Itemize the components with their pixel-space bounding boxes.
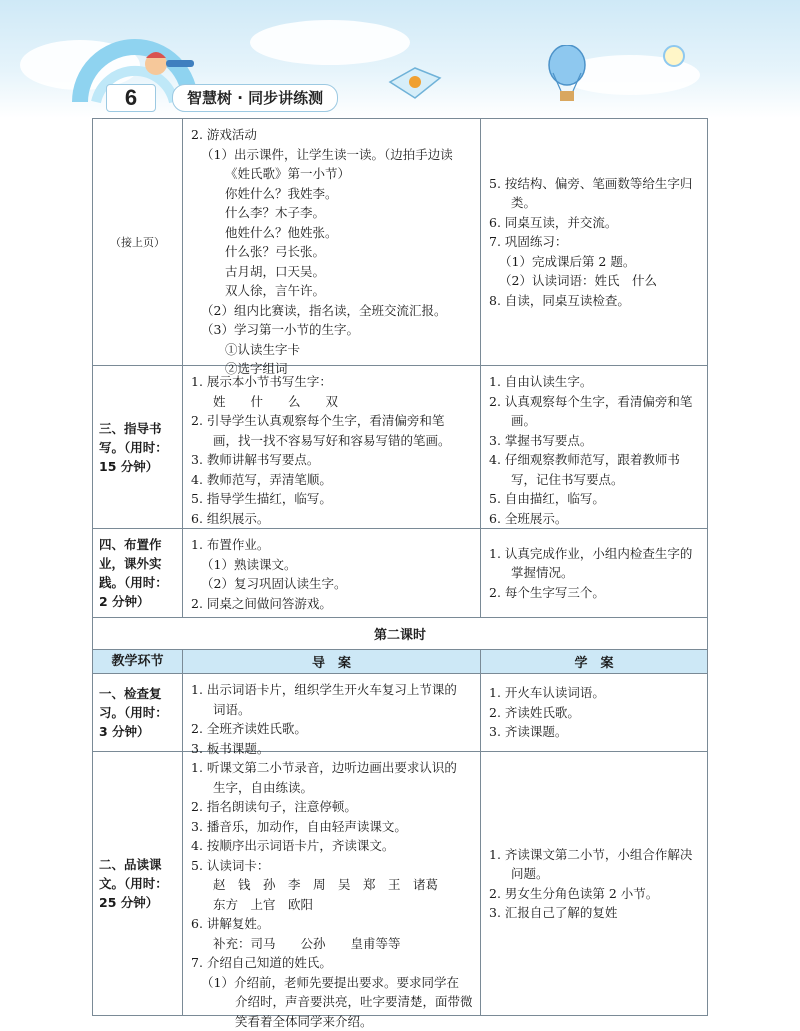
line: （2）复习巩固认读生字。 <box>191 574 474 594</box>
table-row <box>93 366 707 529</box>
line: 2. 每个生字写三个。 <box>489 583 701 603</box>
line: 东方 上官 欧阳 <box>191 895 474 915</box>
line: 3. 齐读课题。 <box>489 722 701 742</box>
page-header <box>0 0 800 118</box>
line: 词语。 <box>191 700 474 720</box>
line: 3. 教师讲解书写要点。 <box>191 450 474 470</box>
line: 掌握情况。 <box>489 563 701 583</box>
table-row <box>93 752 707 1015</box>
series-title: 智慧树 · 同步讲练测 <box>172 84 338 112</box>
line: 画，找一找不容易写好和容易写错的笔画。 <box>191 431 474 451</box>
line: 双人徐，言午许。 <box>191 281 474 301</box>
line: 6. 讲解复姓。 <box>191 914 474 934</box>
line: 《姓氏歌》第一小节） <box>191 164 474 184</box>
line: 生字，自由练读。 <box>191 778 474 798</box>
line: 1. 认真完成作业，小组内检查生字的 <box>489 544 701 564</box>
section-title: 第二课时 <box>93 618 707 650</box>
line: 赵 钱 孙 李 周 吴 郑 王 诸葛 <box>191 875 474 895</box>
stage-cell: 二、品读课文。（用时：25 分钟） <box>93 752 183 1015</box>
study-cell <box>481 366 707 528</box>
line: 他姓什么？他姓张。 <box>191 223 474 243</box>
line: 姓 什 么 双 <box>191 392 474 412</box>
guide-cell <box>183 752 481 1015</box>
line: 6. 组织展示。 <box>191 509 474 529</box>
study-cell <box>481 674 707 751</box>
line: 5. 认读词卡： <box>191 856 474 876</box>
sun-icon <box>656 38 692 74</box>
stage-cell: 三、指导书写。（用时：15 分钟） <box>93 366 183 528</box>
lesson-plan-table <box>92 118 708 1016</box>
line: 8. 自读，同桌互读检查。 <box>489 291 701 311</box>
line: 7. 介绍自己知道的姓氏。 <box>191 953 474 973</box>
line: （2）组内比赛读，指名读，全班交流汇报。 <box>191 301 474 321</box>
page-number: 6 <box>106 84 156 112</box>
hot-air-balloon-icon <box>545 45 589 105</box>
line: （2）认读词语：姓氏 什么 <box>489 271 701 291</box>
line: 1. 出示词语卡片，组织学生开火车复习上节课的 <box>191 680 474 700</box>
study-cell <box>481 752 707 1015</box>
line: 5. 自由描红，临写。 <box>489 489 701 509</box>
table-row <box>93 529 707 618</box>
line: 2. 引导学生认真观察每个生字，看清偏旁和笔 <box>191 411 474 431</box>
line: 2. 指名朗读句子，注意停顿。 <box>191 797 474 817</box>
line: 3. 掌握书写要点。 <box>489 431 701 451</box>
line: 2. 齐读姓氏歌。 <box>489 703 701 723</box>
line: 问题。 <box>489 864 701 884</box>
kite-icon <box>385 60 445 105</box>
line: 3. 播音乐，加动作，自由轻声读课文。 <box>191 817 474 837</box>
line: （1）完成课后第 2 题。 <box>489 252 701 272</box>
line: 2. 游戏活动 <box>191 125 474 145</box>
stage-cell: 四、布置作业，课外实践。（用时：2 分钟） <box>93 529 183 617</box>
line: 1. 自由认读生字。 <box>489 372 701 392</box>
line: 3. 汇报自己了解的复姓 <box>489 903 701 923</box>
line: （3）学习第一小节的生字。 <box>191 320 474 340</box>
guide-cell <box>183 366 481 528</box>
line: 6. 同桌互读，并交流。 <box>489 213 701 233</box>
column-header-row <box>93 650 707 674</box>
line: 你姓什么？我姓李。 <box>191 184 474 204</box>
line: 6. 全班展示。 <box>489 509 701 529</box>
line: 1. 齐读课文第二小节，小组合作解决 <box>489 845 701 865</box>
line: 2. 同桌之间做问答游戏。 <box>191 594 474 614</box>
line: 4. 教师范写，弄清笔顺。 <box>191 470 474 490</box>
line: 2. 男女生分角色读第 2 小节。 <box>489 884 701 904</box>
line: （1）出示课件，让学生读一读。（边拍手边读 <box>191 145 474 165</box>
study-cell <box>481 529 707 617</box>
line: 1. 展示本小节书写生字： <box>191 372 474 392</box>
table-row <box>93 674 707 752</box>
line: 笑看着全体同学来介绍。 <box>191 1012 474 1031</box>
line: 4. 按顺序出示词语卡片，齐读课文。 <box>191 836 474 856</box>
line: 4. 仔细观察教师范写，跟着教师书 <box>489 450 701 470</box>
line: 1. 布置作业。 <box>191 535 474 555</box>
line: 2. 认真观察每个生字，看清偏旁和笔 <box>489 392 701 412</box>
line: 7. 巩固练习： <box>489 232 701 252</box>
column-header-study: 学 案 <box>481 650 707 673</box>
line: 1. 开火车认读词语。 <box>489 683 701 703</box>
line: ①认读生字卡 <box>191 340 474 360</box>
line: 2. 全班齐读姓氏歌。 <box>191 719 474 739</box>
line: 画。 <box>489 411 701 431</box>
stage-cell: （接上页） <box>93 119 183 365</box>
guide-cell <box>183 529 481 617</box>
stage-cell: 一、检查复习。（用时：3 分钟） <box>93 674 183 751</box>
column-header-stage: 教学环节 <box>93 650 183 673</box>
line: 补充：司马 公孙 皇甫等等 <box>191 934 474 954</box>
line: 什么张？弓长张。 <box>191 242 474 262</box>
guide-cell <box>183 674 481 751</box>
line: 写，记住书写要点。 <box>489 470 701 490</box>
table-row <box>93 119 707 366</box>
line: 3. 板书课题。 <box>191 739 474 759</box>
line: 5. 按结构、偏旁、笔画数等给生字归 <box>489 174 701 194</box>
study-cell <box>481 119 707 365</box>
line: 什么李？木子李。 <box>191 203 474 223</box>
column-header-guide: 导 案 <box>183 650 481 673</box>
guide-cell <box>183 119 481 365</box>
line: 介绍时，声音要洪亮，吐字要清楚，面带微 <box>191 992 474 1012</box>
line: 1. 听课文第二小节录音，边听边画出要求认识的 <box>191 758 474 778</box>
line: ②选字组词 <box>191 359 474 379</box>
line: 古月胡，口天吴。 <box>191 262 474 282</box>
line: （1）熟读课文。 <box>191 555 474 575</box>
line: （1）介绍前，老师先要提出要求。要求同学在 <box>191 973 474 993</box>
line: 5. 指导学生描红，临写。 <box>191 489 474 509</box>
line: 类。 <box>489 193 701 213</box>
